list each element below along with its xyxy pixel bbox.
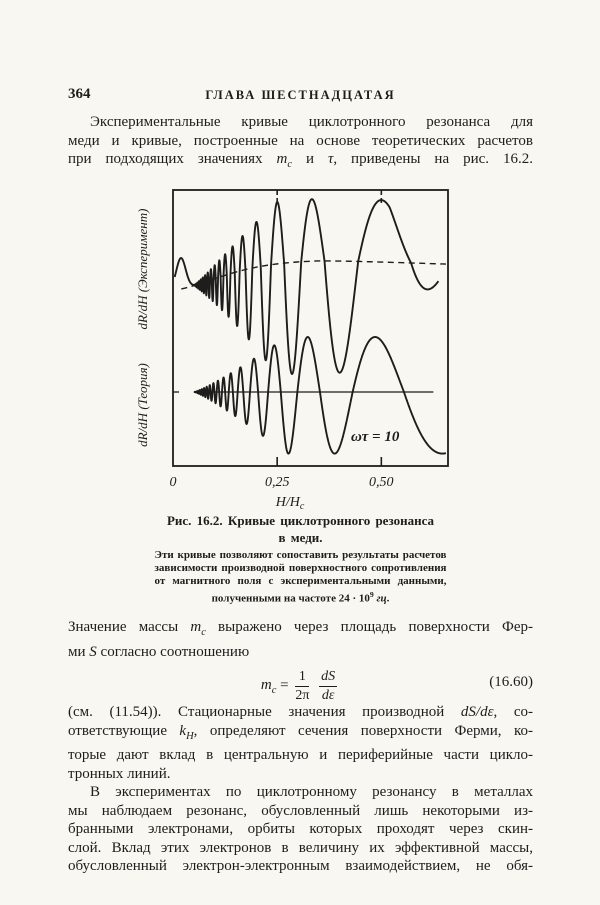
note-line: зависимости производной поверхностного сопротивления	[154, 561, 447, 574]
paragraph-3	[68, 703, 533, 783]
page-number: 364	[68, 86, 91, 102]
chapter-title: ГЛАВА ШЕСТНАДЦАТАЯ	[205, 88, 396, 102]
equation-body	[261, 665, 340, 703]
paragraph-4	[68, 783, 533, 876]
text-line: при подходящих значениях $m_c$ и τ, приведены на рис. 16.2.	[68, 151, 533, 170]
page-header	[68, 86, 533, 103]
text-line: мы наблюдаем резонанс, обусловленный лишь некоторыми из-	[68, 802, 533, 819]
text-line: Экспериментальные кривые циклотронного резонанса для	[90, 114, 533, 130]
text-line: бранными электронами, орбиты которых проходят через скин-	[68, 821, 533, 838]
text-line: тронных линий.	[68, 765, 171, 782]
theoretical-curve	[194, 337, 446, 454]
x-tick-label-0: 0	[169, 474, 177, 490]
paragraph-1	[68, 113, 533, 175]
text-line: слой. Вклад этих электронов в величину их эффективной массы,	[68, 839, 533, 856]
text-line: Значение массы $m_c$ выражено через площадь поверхности Фер-	[68, 619, 533, 639]
y-axis-label-experiment: dR/dH (Эксперимент)	[135, 208, 150, 329]
experimental-curve	[175, 199, 439, 374]
y-axis-label-theory: dR/dH (Теория)	[135, 362, 150, 447]
text-line: (см. (11.54)). Стационарные значения производной dS/dε, со-	[68, 704, 533, 721]
caption-line: в меди.	[278, 529, 323, 545]
equation-number: (16.60)	[489, 674, 533, 691]
text-line: торые дают вклад в центральную и периферийные части цикло-	[68, 747, 533, 764]
x-axis-label: $H/H_c$	[275, 494, 305, 509]
equation-lhs: $m_c$ =	[260, 677, 289, 697]
figure-note	[155, 549, 447, 606]
figure-16-2	[68, 187, 533, 509]
text-line: меди и кривые, построенные на основе теоретических расчетов	[68, 132, 533, 149]
omega-tau-annotation: ωτ = 10	[351, 428, 400, 445]
figure-caption	[68, 512, 533, 546]
text-line: В экспериментах по циклотронному резонансу в металлах	[90, 784, 533, 801]
figure-16-2-plot	[125, 187, 455, 509]
equation-16-60	[68, 665, 533, 703]
x-tick-label-025: 0,25	[264, 474, 290, 490]
note-line: Эти кривые позволяют сопоставить результаты расчетов	[154, 548, 447, 561]
paragraph-2	[68, 618, 533, 661]
text-line: обусловленный электрон-электронным взаимодействием, не обя-	[68, 858, 533, 875]
text-line: ми S согласно соотношению	[68, 643, 250, 660]
x-tick-label-050: 0,50	[369, 474, 394, 490]
note-line: от магнитного поля с экспериментальными данными,	[154, 574, 447, 587]
plot-frame	[173, 190, 448, 466]
text-line: ответствующие $k_H$, определяют сечения поверхности Ферми, ко-	[68, 722, 533, 742]
caption-line: Рис. 16.2. Кривые циклотронного резонанса	[166, 512, 435, 528]
fraction-ds-de: $\frac{dS}{d\varepsilon}$	[321, 669, 336, 703]
note-line: полученными на частоте $24 \cdot 10^9$ гц.	[211, 589, 390, 605]
fraction-one-over-2pi: $\frac{1}{2\pi}$	[295, 669, 310, 703]
